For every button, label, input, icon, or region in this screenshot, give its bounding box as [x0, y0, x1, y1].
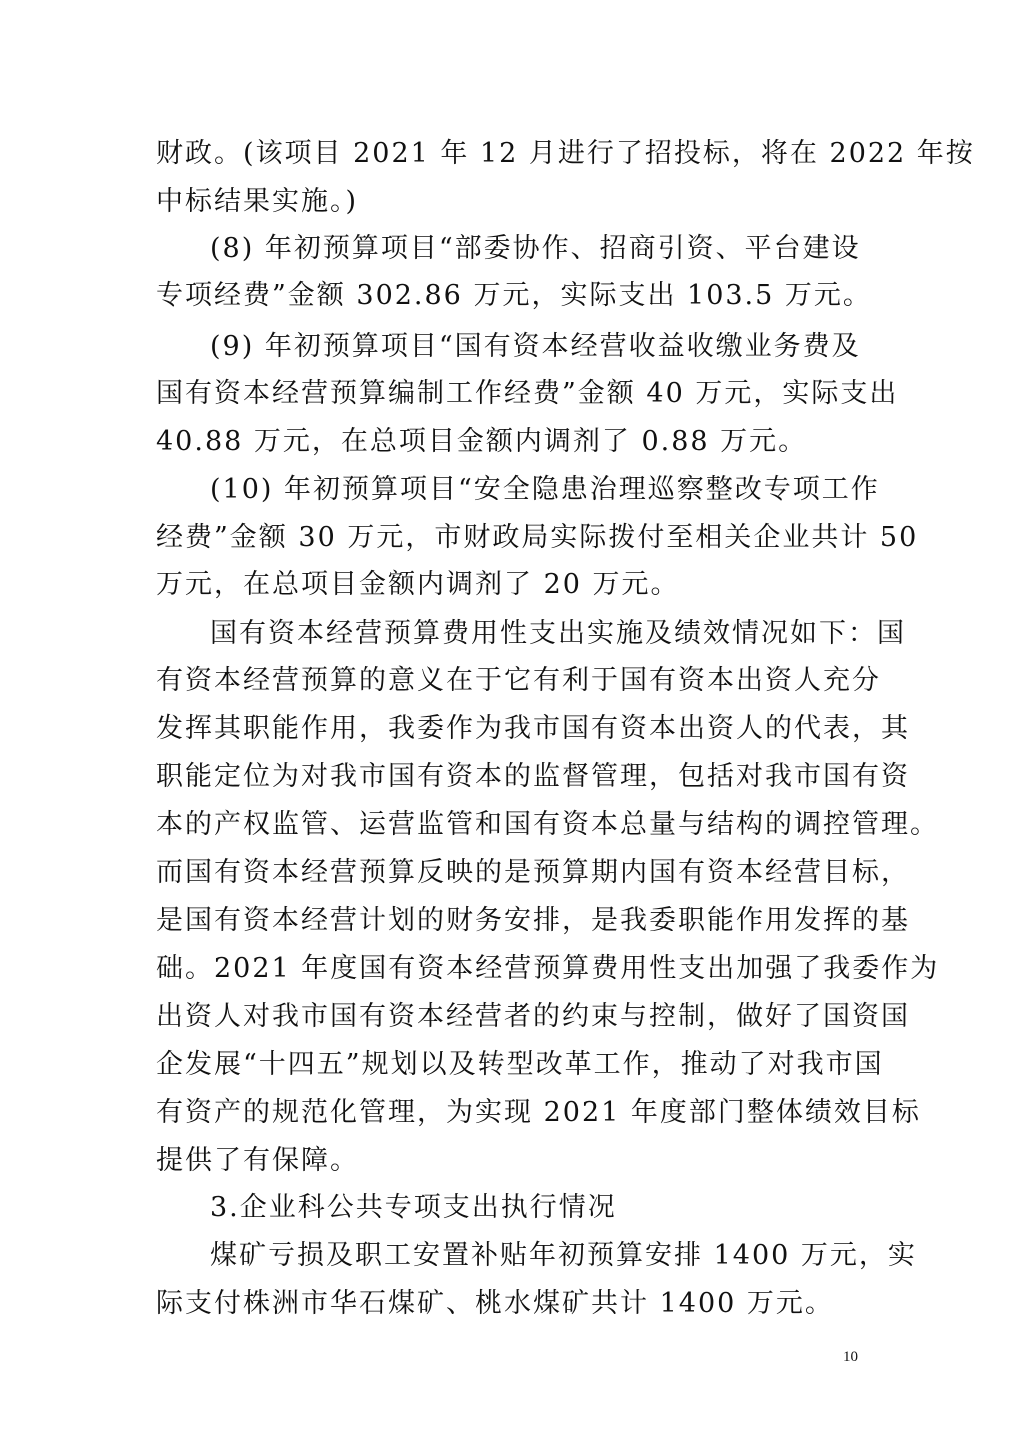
text-line: 职能定位为对我市国有资本的监督管理，包括对我市国有资 — [156, 761, 910, 792]
text-line: 发挥其职能作用，我委作为我市国有资本出资人的代表，其 — [156, 713, 910, 744]
text-line: 中标结果实施。) — [156, 186, 359, 217]
text-line: 本的产权监管、运营监管和国有资本总量与结构的调控管理。 — [156, 809, 939, 840]
text-line: 企发展“十四五”规划以及转型改革工作，推动了对我市国 — [156, 1049, 884, 1080]
section-heading: 3.企业科公共专项支出执行情况 — [210, 1192, 617, 1223]
text-line: (10) 年初预算项目“安全隐患治理巡察整改专项工作 — [210, 474, 880, 505]
text-line: 国有资本经营预算编制工作经费”金额 40 万元，实际支出 — [156, 378, 899, 409]
text-line: 万元，在总项目金额内调剂了 20 万元。 — [156, 569, 680, 600]
text-line: 经费”金额 30 万元，市财政局实际拨付至相关企业共计 50 — [156, 522, 919, 553]
text-line: (9) 年初预算项目“国有资本经营收益收缴业务费及 — [210, 331, 861, 362]
text-line: 财政。(该项目 2021 年 12 月进行了招投标，将在 2022 年按 — [156, 138, 975, 169]
text-line: 出资人对我市国有资本经营者的约束与控制，做好了国资国 — [156, 1001, 910, 1032]
text-line: 际支付株洲市华石煤矿、桃水煤矿共计 1400 万元。 — [156, 1288, 834, 1319]
text-line: 提供了有保障。 — [156, 1145, 359, 1176]
text-line: 国有资本经营预算费用性支出实施及绩效情况如下：国 — [210, 618, 906, 649]
text-line: 有资本经营预算的意义在于它有利于国有资本出资人充分 — [156, 665, 881, 696]
text-line: 础。2021 年度国有资本经营预算费用性支出加强了我委作为 — [156, 953, 940, 984]
text-line: 专项经费”金额 302.86 万元，实际支出 103.5 万元。 — [156, 280, 872, 311]
text-line: 有资产的规范化管理，为实现 2021 年度部门整体绩效目标 — [156, 1097, 921, 1128]
text-line: 是国有资本经营计划的财务安排，是我委职能作用发挥的基 — [156, 905, 910, 936]
text-line: 而国有资本经营预算反映的是预算期内国有资本经营目标， — [156, 857, 910, 888]
text-line: 40.88 万元，在总项目金额内调剂了 0.88 万元。 — [156, 426, 808, 457]
page-number: 10 — [843, 1349, 858, 1365]
text-line: 煤矿亏损及职工安置补贴年初预算安排 1400 万元，实 — [210, 1240, 917, 1271]
text-line: (8) 年初预算项目“部委协作、招商引资、平台建设 — [210, 233, 861, 264]
